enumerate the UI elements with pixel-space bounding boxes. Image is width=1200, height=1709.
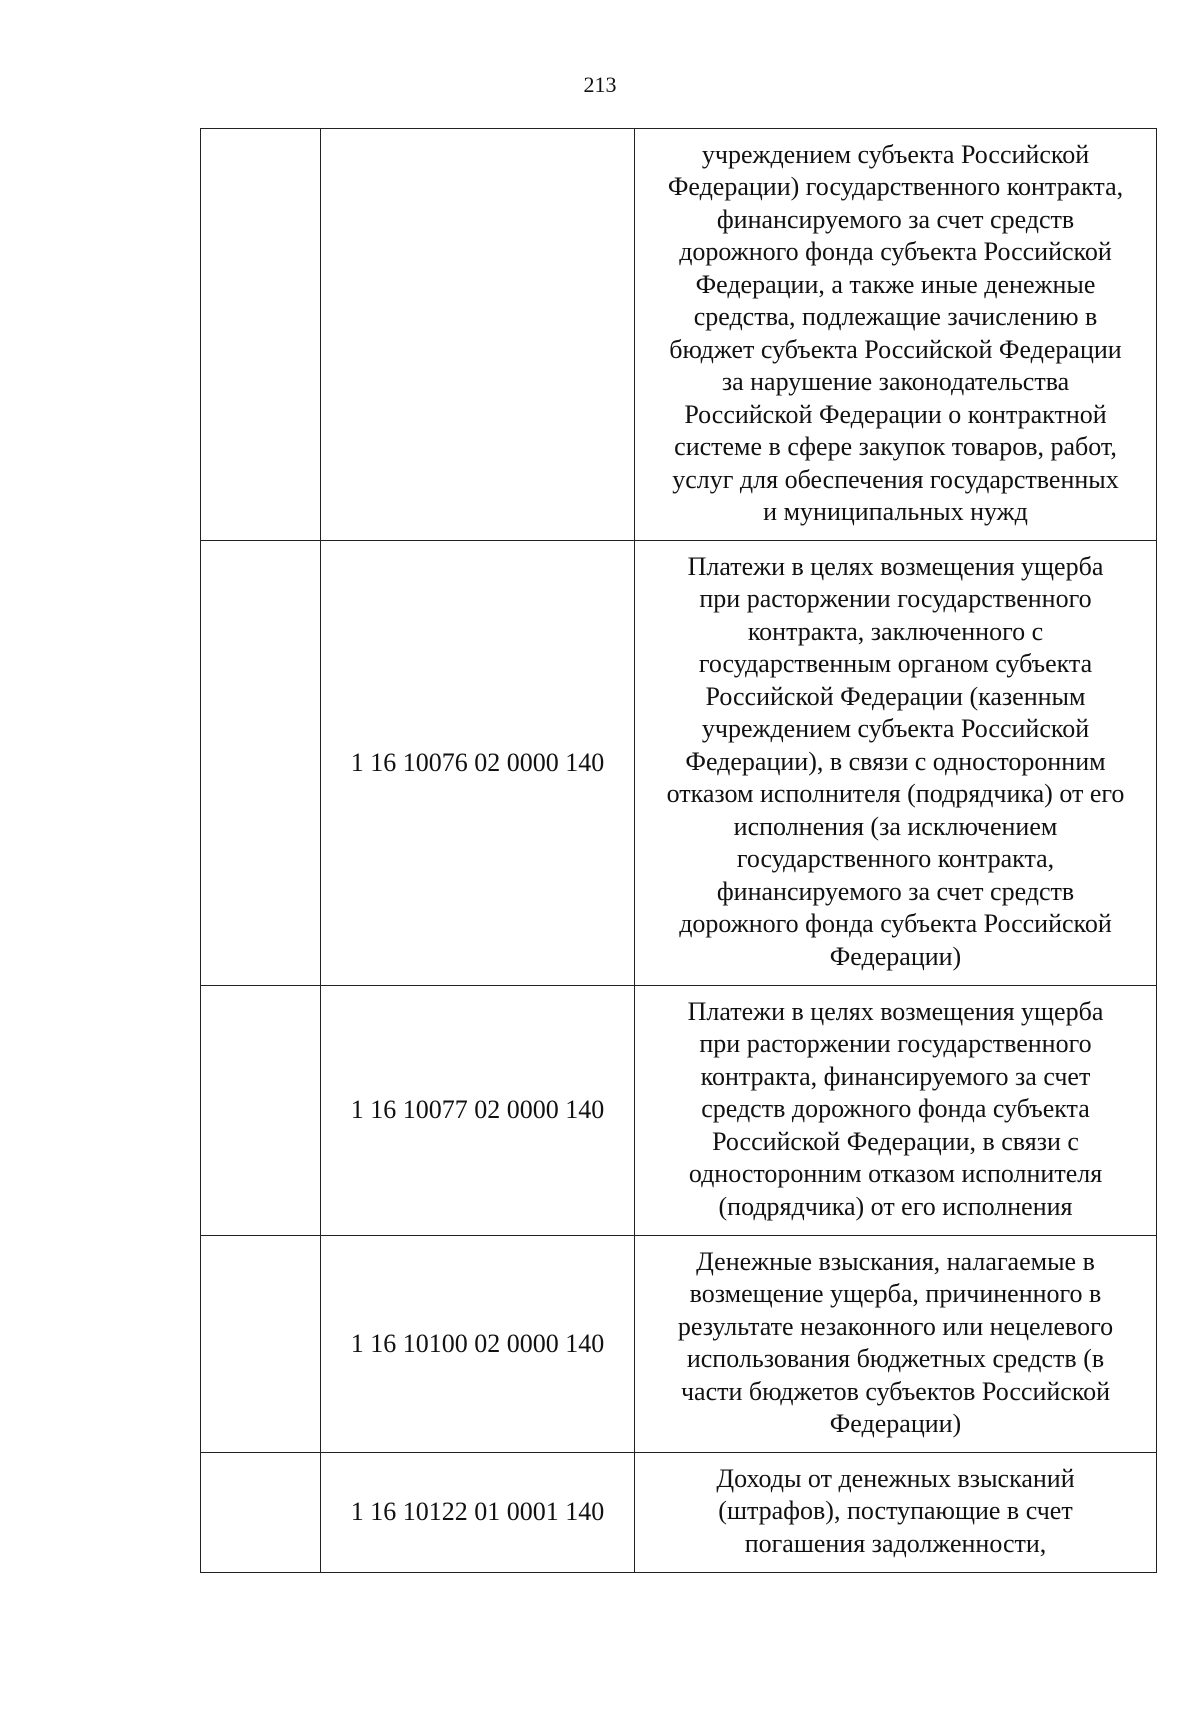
table-cell-empty — [201, 986, 321, 1236]
description-line: финансируемого за счет средств — [716, 204, 1075, 234]
description-line: при расторжении государственного — [699, 1029, 1092, 1059]
description-line: Российской Федерации о контрактной — [684, 399, 1107, 429]
table-cell-empty — [201, 1236, 321, 1453]
revenue-code-cell — [321, 129, 635, 541]
description-line: Федерации), в связи с односторонним — [685, 746, 1106, 776]
description-cell — [635, 986, 1157, 1236]
description-line: учреждением субъекта Российской — [701, 714, 1090, 744]
description-line: результате незаконного или нецелевого — [677, 1311, 1114, 1341]
table-cell-empty — [201, 541, 321, 986]
description-line: Платежи в целях возмещения ущерба — [687, 996, 1104, 1026]
description-line: государственным органом субъекта — [698, 649, 1093, 679]
description-line: Доходы от денежных взысканий — [716, 1463, 1075, 1493]
revenue-code-cell: 1 16 10100 02 0000 140 — [321, 1236, 635, 1453]
description-line: Российской Федерации, в связи с — [712, 1126, 1079, 1156]
description-line: и муниципальных нужд — [763, 497, 1028, 526]
table-row — [201, 986, 1157, 1236]
table-row — [201, 129, 1157, 541]
revenue-code-table — [200, 128, 1157, 1573]
description-line: отказом исполнителя (подрядчика) от его — [666, 779, 1125, 809]
description-line: односторонним отказом исполнителя — [688, 1159, 1103, 1189]
page-number: 213 — [583, 72, 617, 97]
description-cell — [635, 1453, 1157, 1573]
description-line: контракта, финансируемого за счет — [700, 1061, 1091, 1091]
table-row — [201, 1453, 1157, 1573]
description-line: Федерации, а также иные денежные — [695, 269, 1096, 299]
description-line: использования бюджетных средств (в — [686, 1344, 1105, 1373]
description-line: дорожного фонда субъекта Российской — [679, 237, 1112, 266]
revenue-code-cell: 1 16 10122 01 0001 140 — [321, 1453, 635, 1573]
table-row — [201, 1236, 1157, 1453]
revenue-code-cell: 1 16 10076 02 0000 140 — [321, 541, 635, 986]
description-cell — [635, 129, 1157, 541]
description-line: (подрядчика) от его исполнения — [718, 1191, 1073, 1221]
description-line: дорожного фонда субъекта Российской — [679, 909, 1112, 939]
revenue-code-cell: 1 16 10077 02 0000 140 — [321, 986, 635, 1236]
table-cell-empty — [201, 129, 321, 541]
description-line: исполнения (за исключением — [733, 811, 1058, 841]
description-line: возмещение ущерба, причиненного в — [689, 1279, 1102, 1308]
description-line: Федерации) государственного контракта, — [667, 172, 1124, 201]
description-line: за нарушение законодательства — [721, 367, 1070, 396]
description-line: финансируемого за счет средств — [716, 876, 1075, 906]
description-line: части бюджетов субъектов Российской — [680, 1376, 1111, 1406]
description-line: погашения задолженности, — [744, 1528, 1047, 1558]
table-row — [201, 541, 1157, 986]
table-cell-empty — [201, 1453, 321, 1573]
description-line: бюджет субъекта Российской Федерации — [669, 334, 1122, 364]
description-cell — [635, 1236, 1157, 1453]
description-line: при расторжении государственного — [699, 584, 1092, 614]
description-line: государственного контракта, — [736, 844, 1055, 874]
description-line: средств дорожного фонда субъекта — [701, 1094, 1090, 1124]
description-line: (штрафов), поступающие в счет — [718, 1496, 1073, 1526]
description-line: Российской Федерации (казенным — [705, 681, 1086, 711]
description-line: контракта, заключенного с — [747, 616, 1044, 646]
description-line: услуг для обеспечения государственных — [672, 464, 1119, 494]
description-line: системе в сфере закупок товаров, работ, — [674, 432, 1117, 461]
description-cell — [635, 541, 1157, 986]
description-line: Федерации) — [829, 941, 962, 971]
description-line: Платежи в целях возмещения ущерба — [687, 551, 1104, 581]
description-line: учреждением субъекта Российской — [701, 139, 1090, 169]
description-line: Федерации) — [829, 1409, 962, 1438]
description-line: средства, подлежащие зачислению в — [693, 302, 1098, 331]
description-line: Денежные взыскания, налагаемые в — [696, 1246, 1095, 1276]
